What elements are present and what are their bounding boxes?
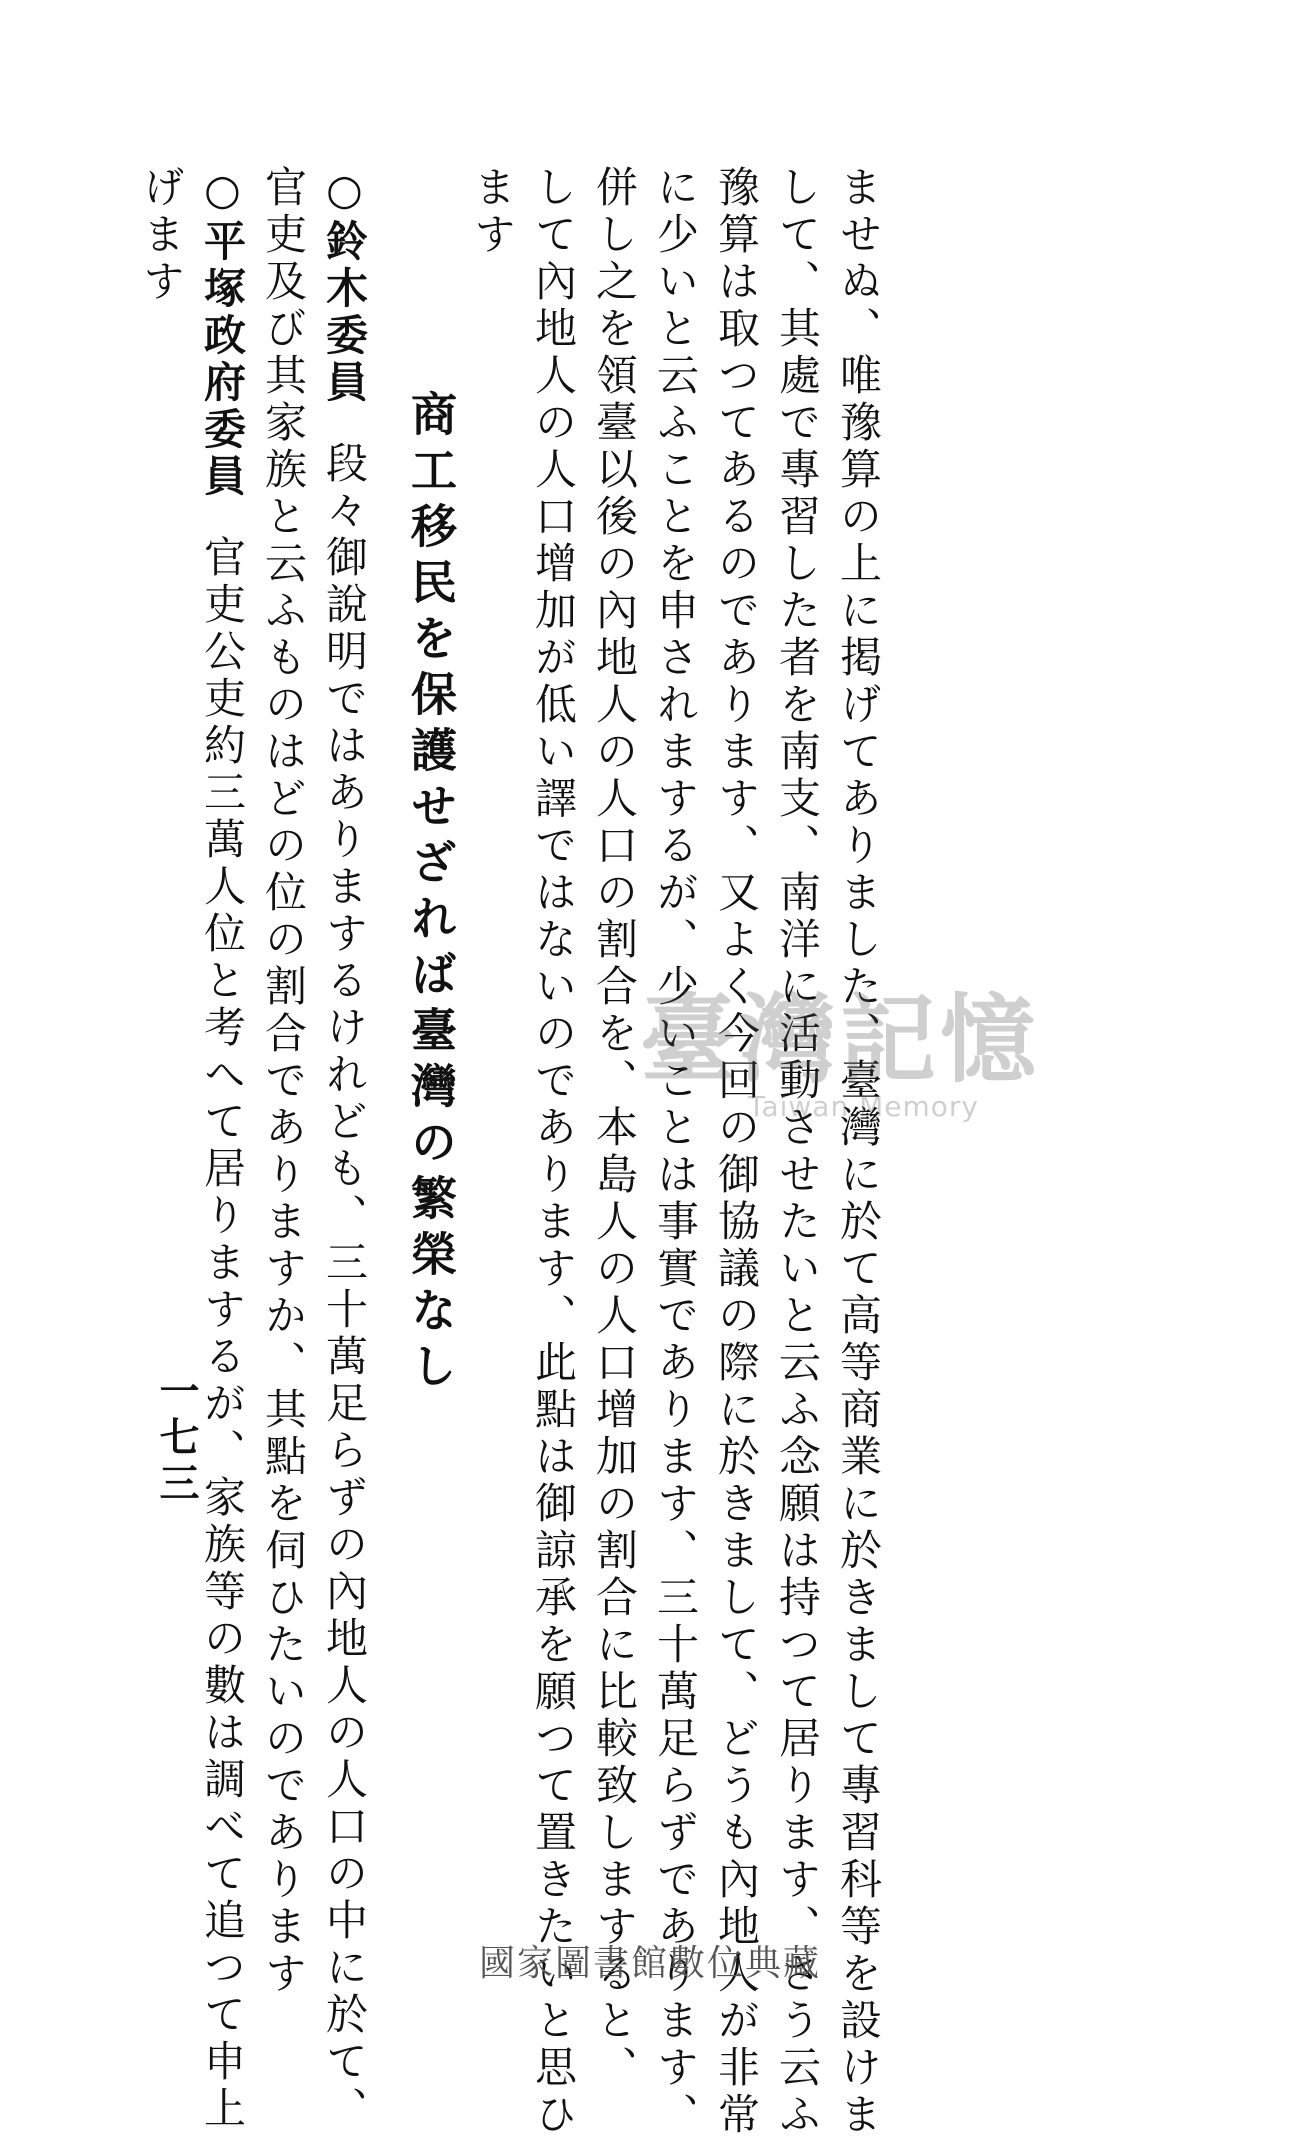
text-column-4: に少いと云ふことを申されまするが、少いことは事實であります、三十萬足らずであります、 — [651, 165, 700, 2139]
watermark-main-text: 臺灣記憶 — [640, 983, 1040, 1096]
text-column-2: して、其處で專習した者を南支、南洋に活動させたいと云ふ念願は持つて居ります、さう云ふ — [773, 165, 822, 2139]
section-heading: 商工移民を保護せざれば臺灣の繁榮なし — [404, 390, 458, 1398]
text-column-7: ます — [468, 165, 517, 259]
speaker-suzuki: ○鈴木委員 — [320, 165, 369, 407]
speech-2-text-1: 官吏公吏約三萬人位と考へて居りまするが、家族等の數は調べて追つて申上 — [198, 535, 247, 2133]
speech-2-line-2: げます — [137, 165, 186, 306]
speech-1-text-1: 段々御說明ではありまするけれども、三十萬足らずの內地人の人口の中に於て、 — [320, 441, 369, 2133]
text-column-5: 併し之を領臺以後の內地人の人口の割合を、本島人の人口增加の割合に比較致しますると、 — [590, 165, 639, 2092]
speech-2-line-1 — [196, 165, 248, 2133]
text-column-3: 豫算は取つてあるのであります、又よく今回の御協議の際に於きまして、どうも內地人が非常 — [712, 165, 761, 2139]
library-footer: 國家圖書館數位典藏 — [478, 1943, 821, 1984]
speech-1-line-1 — [318, 165, 370, 2133]
speaker-hiratsuka: ○平塚政府委員 — [198, 165, 247, 501]
watermark-sub-text: Taiwan Memory — [748, 1090, 979, 1123]
page-number: 一七三 — [153, 1370, 200, 1508]
text-column-1: ませぬ、唯豫算の上に掲げてありました、臺灣に於て高等商業に於きまして專習科等を設けま — [834, 165, 883, 2139]
text-column-6: して內地人の人口增加が低い譯ではないのであります、此點は御諒承を願つて置きたいと思ひ — [529, 165, 578, 2139]
speech-1-line-2: 官吏及び其家族と云ふものはどの位の割合でありますか、其點を伺ひたいのであります — [259, 165, 308, 1998]
